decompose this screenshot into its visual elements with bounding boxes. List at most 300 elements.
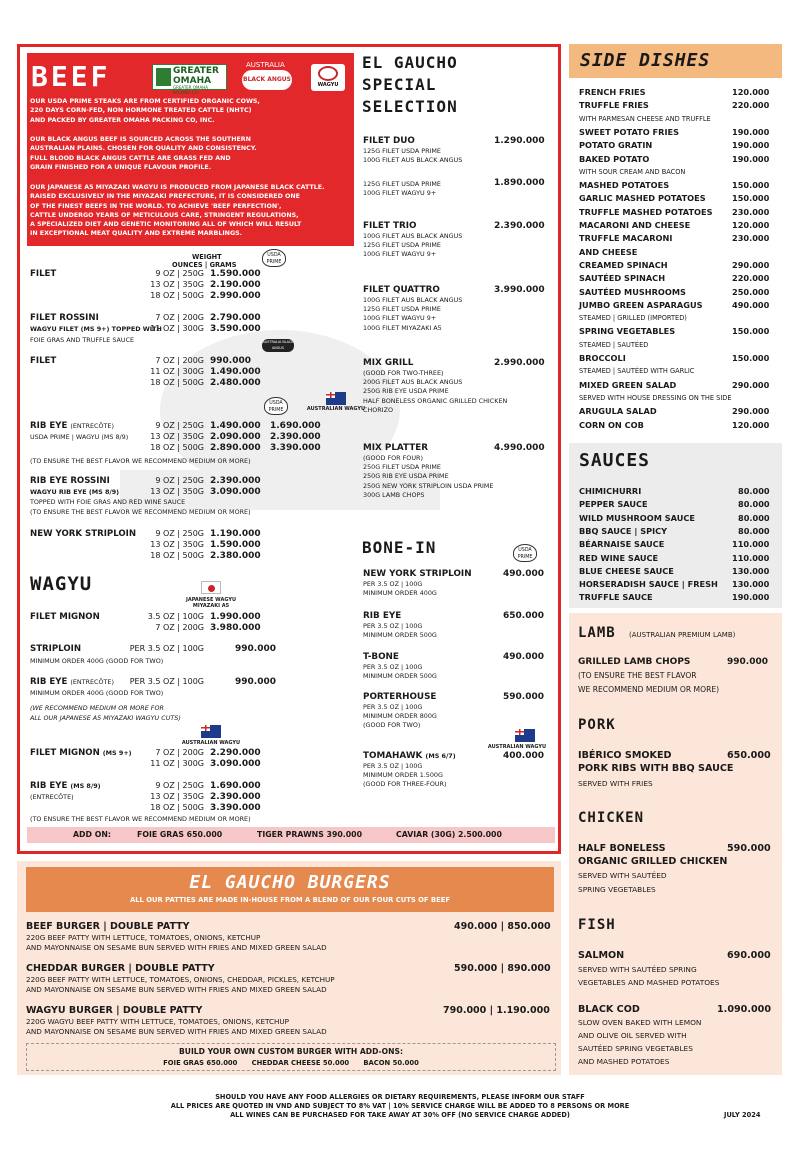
price-row [112, 792, 270, 802]
side-dish-name: SAUTÉED MUSHROOMS [579, 286, 686, 297]
price-row [112, 551, 270, 561]
sauce-price: 80.000 [738, 499, 770, 510]
para-line: OF THE FINEST BEEFS IN THE WORLD. TO ACHIEVE 'BEEF PERFECTION', [30, 202, 282, 210]
price-row [112, 487, 270, 497]
wagyu-burger-name: WAGYU BURGER | DOUBLE PATTY [26, 1005, 203, 1016]
price-row [112, 644, 276, 654]
side-dish-name: SAUTÉED SPINACH [579, 273, 666, 284]
filet-quattro-price: 3.990.000 [494, 285, 545, 295]
side-dish-name: TRUFFLE FRIES [579, 100, 649, 111]
sauce-name: CHIMICHURRI [579, 486, 642, 496]
usda-prime-badge: USDA PRIME [264, 397, 288, 415]
price-row [112, 748, 270, 758]
desc-line: HALF BONELESS ORGANIC GRILLED CHICKEN [363, 396, 508, 405]
lamb-title: LAMB [578, 625, 616, 641]
side-dish-name: AND CHEESE [579, 246, 638, 257]
weight: 11 OZ | 300G [150, 367, 204, 376]
add-on-label: ADD ON: [73, 830, 111, 839]
price-row [112, 623, 270, 633]
price-row [112, 280, 270, 290]
side-dish-desc: SERVED WITH HOUSE DRESSING ON THE SIDE [579, 393, 732, 402]
bone-in-title: BONE-IN [362, 538, 437, 557]
desc-line: PER 3.5 OZ | 100G [363, 762, 423, 770]
desc-line: PER 3.5 OZ | 100G [363, 703, 423, 711]
t-bone-price: 490.000 [503, 652, 544, 662]
bone-in-rib-eye-name: RIB EYE [363, 611, 402, 621]
filet-trio-desc [363, 232, 462, 260]
filet-quattro-desc [363, 296, 462, 333]
filet-duo-desc [363, 147, 462, 165]
para-line: GRAIN FINISHED FOR A UNIQUE FLAVOUR PROFILE. [30, 163, 212, 171]
rib-eye-rossini-desc: TOPPED WITH FOIE GRAS AND RED WINE SAUCE [30, 498, 186, 506]
sauce-name: HORSERADISH SAUCE | FRESH [579, 579, 718, 590]
rib-eye-rossini-note: (TO ENSURE THE BEST FLAVOR WE RECOMMEND MEDIUM OR MORE) [30, 508, 251, 516]
bone-in-ny-striploin-price: 490.000 [503, 569, 544, 579]
black-cod-name: BLACK COD [578, 1004, 640, 1015]
weight: 7 OZ | 200G [155, 623, 204, 632]
weight: 18 OZ | 500G [150, 443, 204, 452]
special-selection-title [362, 52, 458, 118]
desc-line: 100G FILET AUS BLACK ANGUS [363, 232, 463, 240]
angus-logo-top: AUSTRALIA [246, 61, 285, 69]
wagyu-rib-eye-name [30, 677, 114, 687]
side-dish-name: POTATO GRATIN [579, 140, 653, 151]
sauce-price: 110.000 [732, 552, 770, 563]
desc-line: 100G FILET WAGYU 9+ [363, 189, 437, 198]
sauce-price: 80.000 [738, 525, 770, 536]
price-row [112, 476, 270, 486]
desc-line: 100G FILET WAGYU 9+ [363, 314, 437, 323]
bone-in-rib-eye-price: 650.000 [503, 611, 544, 621]
chicken-desc: SPRING VEGETABLES [578, 885, 656, 894]
desc-line: 250G NEW YORK STRIPLOIN USDA PRIME [363, 481, 494, 490]
sauce-name: BLUE CHEESE SAUCE [579, 565, 674, 576]
side-dish-price: 150.000 [732, 326, 770, 337]
side-dish-desc: STEAMED | GRILLED (IMPORTED) [579, 314, 687, 323]
price: 990.000 [235, 644, 276, 654]
sauce-price: 130.000 [732, 565, 770, 576]
burgers-title: EL GAUCHO BURGERS [189, 872, 391, 893]
weight: 13 OZ | 350G [150, 487, 204, 496]
black-cod-desc: AND OLIVE OIL SERVED WITH [578, 1031, 687, 1040]
au-rib-eye-suffix: (MS 8/9) [70, 782, 101, 790]
desc-line: PER 3.5 OZ | 100G [363, 622, 423, 630]
side-dish-name: ARUGULA SALAD [579, 406, 657, 417]
price-row [112, 378, 270, 388]
australia-black-angus-logo [242, 61, 292, 93]
para-line: RAISED EXCLUSIVELY IN THE MIYAZAKI PREFECTURE, IT IS CONSIDERED ONE [30, 193, 300, 201]
sauce-price: 110.000 [732, 539, 770, 550]
rib-eye-note: (TO ENSURE THE BEST FLAVOR WE RECOMMEND MEDIUM OR MORE) [30, 457, 251, 465]
desc-line: 250G FILET USDA PRIME [363, 463, 441, 472]
filet-trio-price: 2.390.000 [494, 221, 545, 231]
para-line: OUR BLACK ANGUS BEEF IS SOURCED ACROSS THE SOUTHERN [30, 136, 251, 143]
weight: 7 OZ | 200G [155, 748, 204, 757]
price: 2.390.000 [210, 476, 261, 486]
wagyu-filet-mignon-name: FILET MIGNON [30, 612, 100, 622]
price-row [112, 313, 270, 323]
side-dish-price: 120.000 [732, 419, 770, 430]
salmon-desc: SERVED WITH SAUTÉED SPRING [578, 965, 697, 974]
side-dish-price: 490.000 [732, 299, 770, 310]
side-dish-name: CREAMED SPINACH [579, 259, 668, 270]
beef-burger-name: BEEF BURGER | DOUBLE PATTY [26, 921, 190, 932]
greater-omaha-logo [152, 64, 227, 95]
wagyu-striploin-name: STRIPLOIN [30, 644, 82, 654]
side-dish-price: 190.000 [732, 140, 770, 151]
side-dish-name: SWEET POTATO FRIES [579, 126, 679, 137]
desc-line: 200G FILET AUS BLACK ANGUS [363, 378, 463, 387]
price: 2.390.000 [210, 792, 261, 802]
sauce-name: WILD MUSHROOM SAUCE [579, 512, 695, 523]
side-dish-price: 220.000 [732, 273, 770, 284]
sauce-name: TRUFFLE SAUCE [579, 592, 653, 603]
side-dish-price: 220.000 [732, 100, 770, 111]
desc-line: 100G FILET WAGYU 9+ [363, 250, 437, 259]
footer-wines: ALL WINES CAN BE PURCHASED FOR TAKE AWAY AT 30% OFF (NO SERVICE CHARGE ADDED) [230, 1111, 570, 1119]
price-row [112, 612, 270, 622]
weight: PER 3.5 OZ | 100G [129, 644, 204, 653]
footer-prices: ALL PRICES ARE QUOTED IN VND AND SUBJECT TO 8% VAT | 10% SERVICE CHARGE WILL BE ADDED TO 8 PERSONS OR MORE [170, 1102, 630, 1110]
burgers-subtitle: ALL OUR PATTIES ARE MADE IN-HOUSE FROM A BLEND OF OUR FOUR CUTS OF BEEF [129, 896, 451, 904]
weight: 3.5 OZ | 100G [147, 612, 204, 621]
desc-line: MINIMUM ORDER 800G [363, 712, 437, 721]
custom-burger-addons: FOIE GRAS 650.000 CHEDDAR CHEESE 50.000 BACON 50.000 [163, 1059, 419, 1067]
salmon-name: SALMON [578, 950, 625, 961]
special-title-line1: EL GAUCHO [362, 53, 458, 72]
price: 1.590.000 [210, 269, 261, 279]
weight: 9 OZ | 250G [155, 421, 204, 430]
side-dish-name: SPRING VEGETABLES [579, 326, 676, 337]
salmon-price: 690.000 [727, 950, 771, 961]
price-row [112, 269, 270, 279]
ny-striploin-name: NEW YORK STRIPLOIN [30, 529, 137, 539]
tomahawk-name [363, 751, 456, 761]
side-dish-name: MACARONI AND CHEESE [579, 220, 691, 230]
weight: 9 OZ | 250G [155, 269, 204, 278]
lamb-subtitle: (AUSTRALIAN PREMIUM LAMB) [629, 631, 736, 639]
price-wagyu: 2.390.000 [270, 432, 321, 442]
price: 3.980.000 [210, 623, 261, 633]
australian-wagyu-label: AUSTRALIAN WAGYU [487, 744, 547, 750]
para-line: CATTLE UNDERGO YEARS OF METICULOUS CARE, STRINGENT REGULATIONS, [30, 211, 299, 219]
australia-flag-icon [326, 392, 346, 405]
beef-burger-desc: AND MAYONNAISE ON SESAME BUN SERVED WITH FRIES AND MIXED GREEN SALAD [26, 943, 327, 952]
t-bone-desc [363, 663, 437, 681]
price-row [112, 540, 270, 550]
side-dish-name: BAKED POTATO [579, 153, 650, 164]
price: 1.490.000 [210, 421, 261, 431]
omaha-mark-icon [156, 68, 171, 86]
cheddar-burger-desc: 220G BEEF PATTY WITH LETTUCE, TOMATOES, ONIONS, CHEDDAR, PICKLES, KETCHUP [26, 975, 335, 984]
price: 2.380.000 [210, 551, 261, 561]
rib-eye-rossini-name: RIB EYE ROSSINI [30, 476, 110, 486]
bone-in-rib-eye-desc [363, 622, 437, 640]
filet-duo-name: FILET DUO [363, 136, 415, 146]
desc-line: (GOOD FOR TWO) [363, 721, 421, 730]
para-line: IN EXCEPTIONAL MEAT QUALITY AND EXTREME MARBLINGS. [30, 230, 243, 238]
japan-flag-icon [201, 581, 221, 594]
sauce-name: RED WINE SAUCE [579, 552, 659, 563]
filet-duo-wagyu-desc [363, 180, 441, 198]
price-row [112, 421, 330, 431]
price-row [112, 291, 270, 301]
price-row [112, 324, 270, 334]
price: 2.190.000 [210, 280, 261, 290]
filet-rossini-desc: FOIE GRAS AND TRUFFLE SAUCE [30, 336, 135, 344]
side-dish-desc: STEAMED | SAUTÉED WITH GARLIC [579, 367, 695, 376]
side-dish-price: 150.000 [732, 180, 770, 191]
wagyu-logo [311, 64, 345, 91]
black-cod-desc: SLOW OVEN BAKED WITH LEMON [578, 1018, 702, 1027]
fish-title: FISH [578, 917, 616, 933]
price-row [112, 529, 270, 539]
cheddar-burger-desc: AND MAYONNAISE ON SESAME BUN SERVED WITH FRIES AND MIXED GREEN SALAD [26, 985, 327, 994]
weight: 18 OZ | 500G [150, 803, 204, 812]
australia-flag-icon [515, 729, 535, 742]
price-row [112, 781, 270, 791]
mix-platter-desc [363, 454, 493, 500]
chicken-price: 590.000 [727, 843, 771, 854]
desc-line: MINIMUM ORDER 500G [363, 672, 437, 681]
angus-logo-main: BLACK ANGUS [242, 70, 292, 90]
tomahawk-price: 400.000 [503, 751, 544, 761]
side-dish-name: MASHED POTATOES [579, 180, 670, 191]
au-filet-mignon-suffix: (MS 9+) [102, 749, 132, 757]
add-on-bar [27, 827, 555, 843]
desc-line: (GOOD FOR TWO-THREE) [363, 369, 444, 377]
filet-angus-name: FILET [30, 356, 57, 366]
desc-line: MINIMUM ORDER 500G [363, 631, 437, 640]
custom-burger-title: BUILD YOUR OWN CUSTOM BURGER WITH ADD-ONS: [179, 1047, 403, 1056]
au-rib-eye-label: RIB EYE [30, 781, 68, 791]
para-line: AUSTRALIAN PLAINS. CHOSEN FOR QUALITY AND CONSISTENCY. [30, 145, 257, 153]
para-line: FULL BLOOD BLACK ANGUS CATTLE ARE GRASS FED AND [30, 154, 231, 162]
black-cod-desc: SAUTÉED SPRING VEGETABLES [578, 1044, 693, 1053]
add-on-caviar: CAVIAR (30G) 2.500.000 [396, 830, 502, 839]
porterhouse-desc [363, 703, 437, 731]
cheddar-burger-name: CHEDDAR BURGER | DOUBLE PATTY [26, 963, 215, 974]
price: 1.690.000 [210, 781, 261, 791]
filet-rossini-name: FILET ROSSINI [30, 313, 99, 323]
side-dish-price: 190.000 [732, 153, 770, 164]
rib-eye-desc: USDA PRIME | WAGYU (MS 8/9) [30, 433, 129, 441]
price: 1.190.000 [210, 529, 261, 539]
weight: PER 3.5 OZ | 100G [129, 677, 204, 686]
side-dish-price: 230.000 [732, 206, 770, 217]
mix-grill-desc [363, 369, 507, 415]
chicken-name: HALF BONELESS [578, 843, 666, 854]
porterhouse-name: PORTERHOUSE [363, 692, 437, 702]
wagyu-bull-icon [318, 66, 338, 81]
para-line: A SPECIALIZED DIET AND GENETIC MONITORING ALL OF WHICH WILL RESULT [30, 221, 302, 229]
side-dish-price: 120.000 [732, 220, 770, 230]
side-dish-price: 230.000 [732, 233, 770, 244]
pork-ribs-name-line2: PORK RIBS WITH BBQ SAUCE [578, 763, 734, 774]
filet-quattro-name: FILET QUATTRO [363, 285, 440, 295]
black-angus-paragraph [30, 135, 350, 172]
sauce-name: BBQ SAUCE | SPICY [579, 525, 668, 536]
add-on-tiger-prawns: TIGER PRAWNS 390.000 [257, 830, 363, 839]
weight-subheader: OUNCES | GRAMS [172, 261, 237, 269]
price: 3.090.000 [210, 487, 261, 497]
desc-line: 100G FILET MIYAZAKI A5 [363, 323, 442, 332]
t-bone-name: T-BONE [363, 652, 399, 662]
weight: 13 OZ | 350G [150, 792, 204, 801]
desc-line: (GOOD FOR FOUR) [363, 454, 423, 462]
add-on-foie-gras: FOIE GRAS 650.000 [137, 830, 223, 839]
chicken-title: CHICKEN [578, 810, 645, 826]
price-row [112, 677, 276, 687]
rib-eye-name [30, 421, 114, 431]
sauce-price: 80.000 [738, 512, 770, 523]
australia-flag-icon [201, 725, 221, 738]
pork-desc: SERVED WITH FRIES [578, 779, 653, 788]
price: 2.480.000 [210, 378, 261, 388]
filet-rossini-desc: WAGYU FILET (MS 9+) TOPPED WITH [30, 325, 162, 333]
au-wagyu-note: (TO ENSURE THE BEST FLAVOR WE RECOMMEND MEDIUM OR MORE) [30, 815, 251, 823]
sauce-price: 80.000 [738, 486, 770, 496]
price: 2.990.000 [210, 291, 261, 301]
weight: 18 OZ | 500G [150, 551, 204, 560]
price: 1.990.000 [210, 612, 261, 622]
desc-line: PER 3.5 OZ | 100G [363, 663, 423, 671]
para-line: AND PACKED BY GREATER OMAHA PACKING CO, INC. [30, 116, 215, 124]
wagyu-note: (WE RECOMMEND MEDIUM OR MORE FOR [30, 704, 164, 712]
pork-ribs-price: 650.000 [727, 750, 771, 761]
price: 1.490.000 [210, 367, 261, 377]
side-dish-price: 290.000 [732, 379, 770, 390]
rib-eye-label: RIB EYE [30, 421, 68, 431]
wagyu-note: ALL OUR JAPANESE A5 MIYAZAKI WAGYU CUTS) [30, 714, 181, 722]
wagyu-burger-desc: 220G WAGYU BEEF PATTY WITH LETTUCE, TOMATOES, ONIONS, KETCHUP [26, 1017, 290, 1026]
price: 3.090.000 [210, 759, 261, 769]
weight: 9 OZ | 250G [155, 781, 204, 790]
desc-line: 250G RIB EYE USDA PRIME [363, 472, 449, 481]
mix-grill-name: MIX GRILL [363, 358, 414, 368]
omaha-logo-line3: GREATER OMAHA PACKING CO. [173, 85, 208, 95]
price-row [112, 759, 270, 769]
tomahawk-suffix: (MS 6/7) [425, 752, 456, 760]
japanese-wagyu-label: JAPANESE WAGYU [186, 597, 236, 603]
side-dish-price: 290.000 [732, 259, 770, 270]
wagyu-title: WAGYU [30, 573, 93, 595]
side-dish-name: JUMBO GREEN ASPARAGUS [579, 299, 703, 310]
wagyu-burger-price: 790.000 | 1.190.000 [443, 1005, 550, 1016]
side-dish-name: FRENCH FRIES [579, 87, 646, 97]
desc-line: 125G FILET USDA PRIME [363, 147, 441, 155]
desc-line: 300G LAMB CHOPS [363, 490, 425, 499]
footer-date: JULY 2024 [724, 1111, 761, 1119]
side-dish-name: TRUFFLE MACARONI [579, 233, 673, 244]
desc-line: (GOOD FOR THREE-FOUR) [363, 780, 447, 789]
lamb-chops-name: GRILLED LAMB CHOPS [578, 657, 691, 667]
price: 2.290.000 [210, 748, 261, 758]
sauce-price: 130.000 [732, 579, 770, 590]
tomahawk-desc [363, 762, 446, 790]
mix-platter-name: MIX PLATTER [363, 443, 429, 453]
desc-line: MINIMUM ORDER 1.500G [363, 771, 443, 780]
wagyu-rib-eye-suffix: (ENTRECÔTE) [70, 678, 114, 686]
price: 990.000 [235, 677, 276, 687]
side-dish-price: 290.000 [732, 406, 770, 417]
filet-duo-price: 1.290.000 [494, 136, 545, 146]
weight: 18 OZ | 500G [150, 378, 204, 387]
side-dish-price: 150.000 [732, 193, 770, 204]
sauce-name: PEPPER SAUCE [579, 499, 648, 510]
desc-line: 100G FILET AUS BLACK ANGUS [363, 296, 463, 304]
price: 3.590.000 [210, 324, 261, 334]
pork-title: PORK [578, 717, 616, 733]
australian-wagyu-label: AUSTRALIAN WAGYU [306, 406, 366, 412]
side-dish-desc: STEAMED | SAUTÉED [579, 340, 649, 349]
footer-allergy: SHOULD YOU HAVE ANY FOOD ALLERGIES OR DIETARY REQUIREMENTS, PLEASE INFORM OUR STAFF [215, 1093, 585, 1101]
beef-burger-desc: 220G BEEF PATTY WITH LETTUCE, TOMATOES, ONIONS, KETCHUP [26, 933, 261, 942]
weight: 13 OZ | 350G [150, 280, 204, 289]
australian-wagyu-label: AUSTRALIAN WAGYU [181, 740, 241, 746]
miyazaki-a5-label: MIYAZAKI A5 [192, 603, 230, 609]
side-dish-name: MIXED GREEN SALAD [579, 379, 677, 390]
beef-burger-price: 490.000 | 850.000 [454, 921, 551, 932]
au-rib-eye-desc: (ENTRECÔTE) [30, 793, 74, 801]
weight: 13 OZ | 350G [150, 540, 204, 549]
side-dish-desc: WITH PARMESAN CHEESE AND TRUFFLE [579, 114, 711, 123]
weight: 11 OZ | 300G [150, 759, 204, 768]
side-dish-name: GARLIC MASHED POTATOES [579, 193, 706, 204]
wagyu-striploin-desc: MINIMUM ORDER 400G (GOOD FOR TWO) [30, 657, 164, 665]
weight: 7 OZ | 200G [155, 313, 204, 322]
sauces-title: SAUCES [579, 450, 651, 471]
rib-eye-suffix: (ENTRECÔTE) [70, 422, 114, 430]
side-dish-price: 120.000 [732, 87, 770, 97]
porterhouse-price: 590.000 [503, 692, 544, 702]
side-dish-price: 250.000 [732, 286, 770, 297]
price-wagyu: 3.390.000 [270, 443, 321, 453]
desc-line: 250G RIB EYE USDA PRIME [363, 387, 449, 396]
desc-line: CHORIZO [363, 405, 394, 414]
para-line: OUR USDA PRIME STEAKS ARE FROM CERTIFIED ORGANIC COWS, [30, 98, 260, 105]
price: 990.000 [210, 356, 251, 366]
wagyu-paragraph [30, 183, 350, 239]
filet-name: FILET [30, 269, 57, 279]
salmon-desc: VEGETABLES AND MASHED POTATOES [578, 978, 720, 987]
bone-in-ny-striploin-name: NEW YORK STRIPLOIN [363, 569, 472, 579]
black-cod-desc: AND MASHED POTATOES [578, 1057, 670, 1066]
black-angus-badge: AUSTRALIA BLACK ANGUS [262, 340, 294, 350]
special-title-line2: SPECIAL [362, 75, 437, 94]
mix-grill-price: 2.990.000 [494, 358, 545, 368]
black-cod-price: 1.090.000 [717, 1004, 772, 1015]
desc-line: PER 3.5 OZ | 100G [363, 580, 423, 588]
lamb-note: (TO ENSURE THE BEST FLAVOR [578, 671, 697, 680]
desc-line: 100G FILET AUS BLACK ANGUS [363, 156, 463, 165]
price: 2.090.000 [210, 432, 261, 442]
side-dish-name: TRUFFLE MASHED POTATOES [579, 206, 713, 217]
bone-in-ny-striploin-desc [363, 580, 437, 598]
weight: 9 OZ | 250G [155, 476, 204, 485]
filet-duo-price-wagyu: 1.890.000 [494, 178, 545, 188]
para-line: 220 DAYS CORN-FED, NON HORMONE TREATED CATTLE (NHTC) [30, 107, 252, 115]
side-dishes-title: SIDE DISHES [580, 50, 711, 71]
price: 2.890.000 [210, 443, 261, 453]
au-rib-eye-name [30, 781, 101, 791]
price-wagyu: 1.690.000 [270, 421, 321, 431]
lamb-note: WE RECOMMEND MEDIUM OR MORE) [578, 685, 720, 694]
pork-ribs-name: IBÉRICO SMOKED [578, 750, 672, 761]
wagyu-logo-text: WAGYU [317, 82, 339, 88]
price-row [112, 356, 270, 366]
weight: 9 OZ | 250G [155, 529, 204, 538]
